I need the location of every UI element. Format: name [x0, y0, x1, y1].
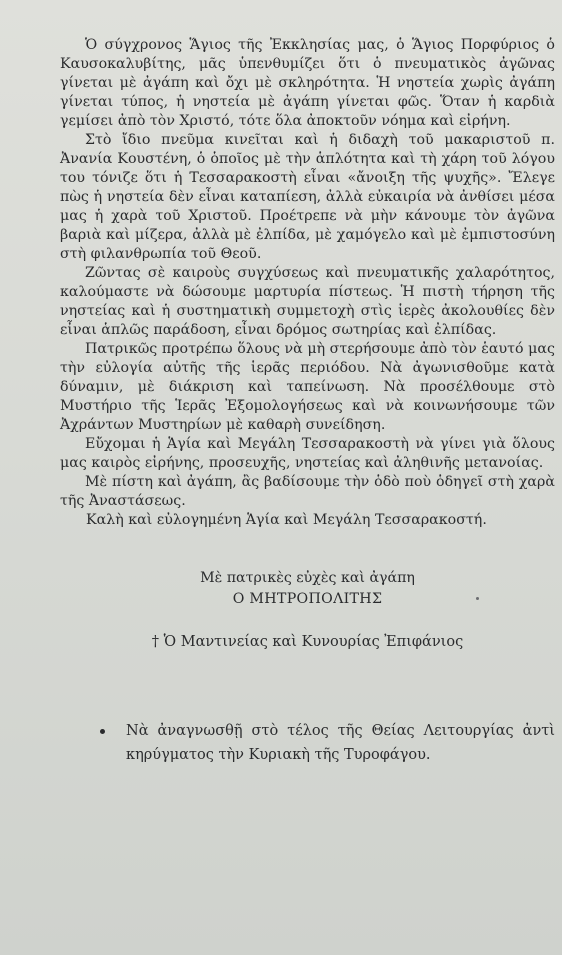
- paragraph-5: Εὔχομαι ἡ Ἁγία καὶ Μεγάλη Τεσσαρακοστὴ νὰ γίνει γιὰ ὅλους μας καιρὸς εἰρήνης, προσευχῆς, νηστείας καὶ ἀληθινῆς μετανοίας.: [60, 436, 555, 471]
- signature-title: Ο ΜΗΤΡΟΠΟΛΙΤΗΣ: [232, 591, 383, 607]
- paragraph-3: Ζῶντας σὲ καιροὺς συγχύσεως καὶ πνευματικῆς χαλαρότητος, καλούμαστε νὰ δώσουμε μαρτυρία πίστεως. Ἡ πιστὴ τήρηση τῆς νηστείας καὶ ἡ συστηματικὴ συμμετοχὴ στὶς ἱερὲς ἀκολουθίες δὲν εἶναι ἁπλῶς παράδοση, εἶναι δρόμος σωτηρίας καὶ ἐλπίδας.: [60, 265, 555, 338]
- letter-body: [60, 36, 555, 530]
- bullet-icon: [100, 729, 105, 734]
- reading-note-text: Νὰ ἀναγνωσθῇ στὸ τέλος τῆς Θείας Λειτουργίας ἀντὶ κηρύγματος τὴν Κυριακὴ τῆς Τυροφάγου.: [126, 723, 555, 763]
- paragraph-1: Ὁ σύγχρονος Ἅγιος τῆς Ἐκκλησίας μας, ὁ Ἅγιος Πορφύριος ὁ Καυσοκαλυβίτης, μᾶς ὑπενθυμίζει ὅτι ὁ πνευματικὸς ἀγῶνας γίνεται μὲ ἀγάπη καὶ ὄχι μὲ σκληρότητα. Ἡ νηστεία χωρὶς ἀγάπη γίνεται τύπος, ἡ νηστεία μὲ ἀγάπη γίνεται φῶς. Ὅταν ἡ καρδιὰ γεμίσει ἀπὸ τὸν Χριστό, τότε ὅλα ἀποκτοῦν νόημα καὶ εἰρήνη.: [60, 37, 555, 129]
- paragraph-2: Στὸ ἴδιο πνεῦμα κινεῖται καὶ ἡ διδαχὴ τοῦ μακαριστοῦ π. Ἀνανία Κουστένη, ὁ ὁποῖος μὲ τὴν ἁπλότητα καὶ τὴ χάρη τοῦ λόγου του τόνιζε ὅτι ἡ Τεσσαρακοστὴ εἶναι «ἄνοιξη τῆς ψυχῆς». Ἔλεγε πὼς ἡ νηστεία δὲν εἶναι καταπίεση, ἀλλὰ εὐκαιρία νὰ ἀνθίσει μέσα μας ἡ χαρὰ τοῦ Χριστοῦ. Προέτρεπε νὰ μὴν κάνουμε τὸν ἀγῶνα βαριὰ καὶ μίζερα, ἀλλὰ μὲ ἐλπίδα, μὲ χαμόγελο καὶ μὲ ἐμπιστοσύνη στὴ φιλανθρωπία τοῦ Θεοῦ.: [60, 132, 555, 262]
- paragraph-6: Μὲ πίστη καὶ ἀγάπη, ἂς βαδίσουμε τὴν ὁδὸ ποὺ ὁδηγεῖ στὴ χαρὰ τῆς Ἀναστάσεως.: [60, 474, 555, 509]
- reading-note: [100, 719, 555, 767]
- closing-greeting: Καλὴ καὶ εὐλογημένη Ἁγία καὶ Μεγάλη Τεσσαρακοστή.: [86, 512, 487, 528]
- paper-speck: [476, 597, 479, 600]
- signature-name: † Ὁ Μαντινείας καὶ Κυνουρίας Ἐπιφάνιος: [151, 634, 464, 650]
- signature-salutation: Μὲ πατρικὲς εὐχὲς καὶ ἀγάπη: [200, 570, 415, 586]
- paragraph-4: Πατρικῶς προτρέπω ὅλους νὰ μὴ στερήσουμε ἀπὸ τὸν ἑαυτό μας τὴν εὐλογία αὐτῆς τῆς ἱερᾶς περιόδου. Νὰ ἀγωνισθοῦμε κατὰ δύναμιν, μὲ διάκριση καὶ ταπείνωση. Νὰ προσέλθουμε στὸ Μυστήριο τῆς Ἱερᾶς Ἐξομολογήσεως καὶ νὰ κοινωνήσουμε τῶν Ἀχράντων Μυστηρίων μὲ καθαρὴ συνείδηση.: [60, 341, 555, 433]
